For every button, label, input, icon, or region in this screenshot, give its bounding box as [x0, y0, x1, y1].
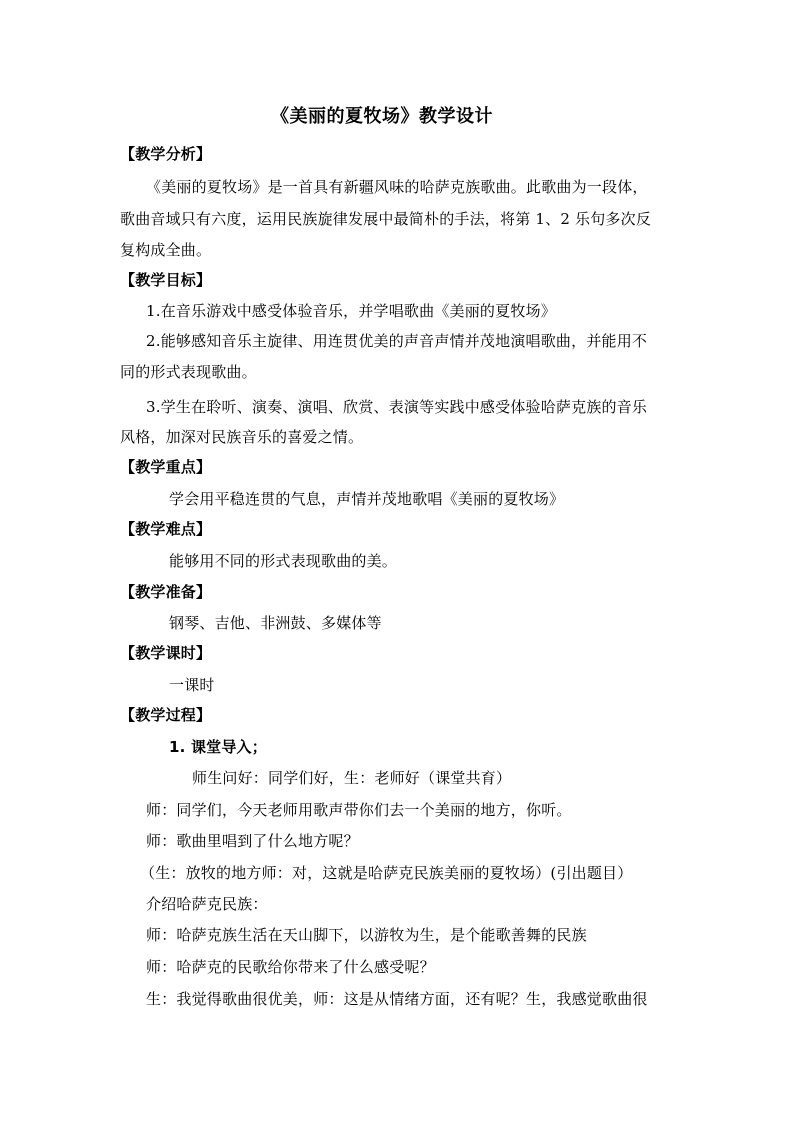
process-line: 师：同学们，今天老师用歌声带你们去一个美丽的地方，你听。 — [146, 801, 572, 819]
objective-item: 1.在音乐游戏中感受体验音乐，并学唱歌曲《美丽的夏牧场》 — [146, 302, 556, 320]
process-line: 生：我觉得歌曲很优美，师：这是从情绪方面，还有呢？生，我感觉歌曲很 — [146, 990, 648, 1008]
process-step-label: 1. 课堂导入； — [169, 738, 267, 756]
process-line: （生：放牧的地方师：对，这就是哈萨克民族美丽的夏牧场）(引出题目） — [140, 864, 633, 882]
section-heading-process: 【教学过程】 — [120, 706, 212, 724]
difficulties-text: 能够用不同的形式表现歌曲的美。 — [169, 552, 398, 570]
objective-item: 2.能够感知音乐主旋律、用连贯优美的声音声情并茂地演唱歌曲，并能用不 — [146, 332, 648, 350]
process-line: 介绍哈萨克民族： — [146, 895, 268, 913]
analysis-paragraph-line: 《美丽的夏牧场》是一首具有新疆风味的哈萨克族歌曲。此歌曲为一段体， — [146, 178, 648, 196]
section-heading-preparation: 【教学准备】 — [120, 583, 212, 601]
section-heading-duration: 【教学课时】 — [120, 644, 212, 662]
section-heading-objectives: 【教学目标】 — [120, 271, 212, 289]
duration-text: 一课时 — [169, 676, 215, 694]
preparation-text: 钢琴、吉他、非洲鼓、多媒体等 — [169, 614, 382, 632]
process-line: 师：哈萨克的民歌给你带来了什么感受呢？ — [146, 958, 435, 976]
objective-item-continued: 风格，加深对民族音乐的喜爱之情。 — [120, 428, 364, 446]
section-heading-analysis: 【教学分析】 — [120, 145, 212, 163]
section-heading-key-points: 【教学重点】 — [120, 458, 212, 476]
objective-item-continued: 同的形式表现歌曲。 — [120, 363, 257, 381]
page-title: 《美丽的夏牧场》教学设计 — [271, 106, 493, 127]
process-line: 师：哈萨克族生活在天山脚下，以游牧为生，是个能歌善舞的民族 — [146, 926, 587, 944]
section-heading-difficulties: 【教学难点】 — [120, 520, 212, 538]
key-points-text: 学会用平稳连贯的气息，声情并茂地歌唱《美丽的夏牧场》 — [169, 490, 565, 508]
analysis-paragraph-line: 复构成全曲。 — [120, 241, 212, 259]
process-line: 师生问好：同学们好，生：老师好（课堂共育） — [192, 769, 512, 787]
objective-item: 3.学生在聆听、演奏、演唱、欣赏、表演等实践中感受体验哈萨克族的音乐 — [146, 398, 648, 416]
analysis-paragraph-line: 歌曲音域只有六度，运用民族旋律发展中最简朴的手法，将第 1、2 乐句多次反 — [120, 210, 652, 228]
process-line: 师：歌曲里唱到了什么地方呢？ — [146, 832, 359, 850]
